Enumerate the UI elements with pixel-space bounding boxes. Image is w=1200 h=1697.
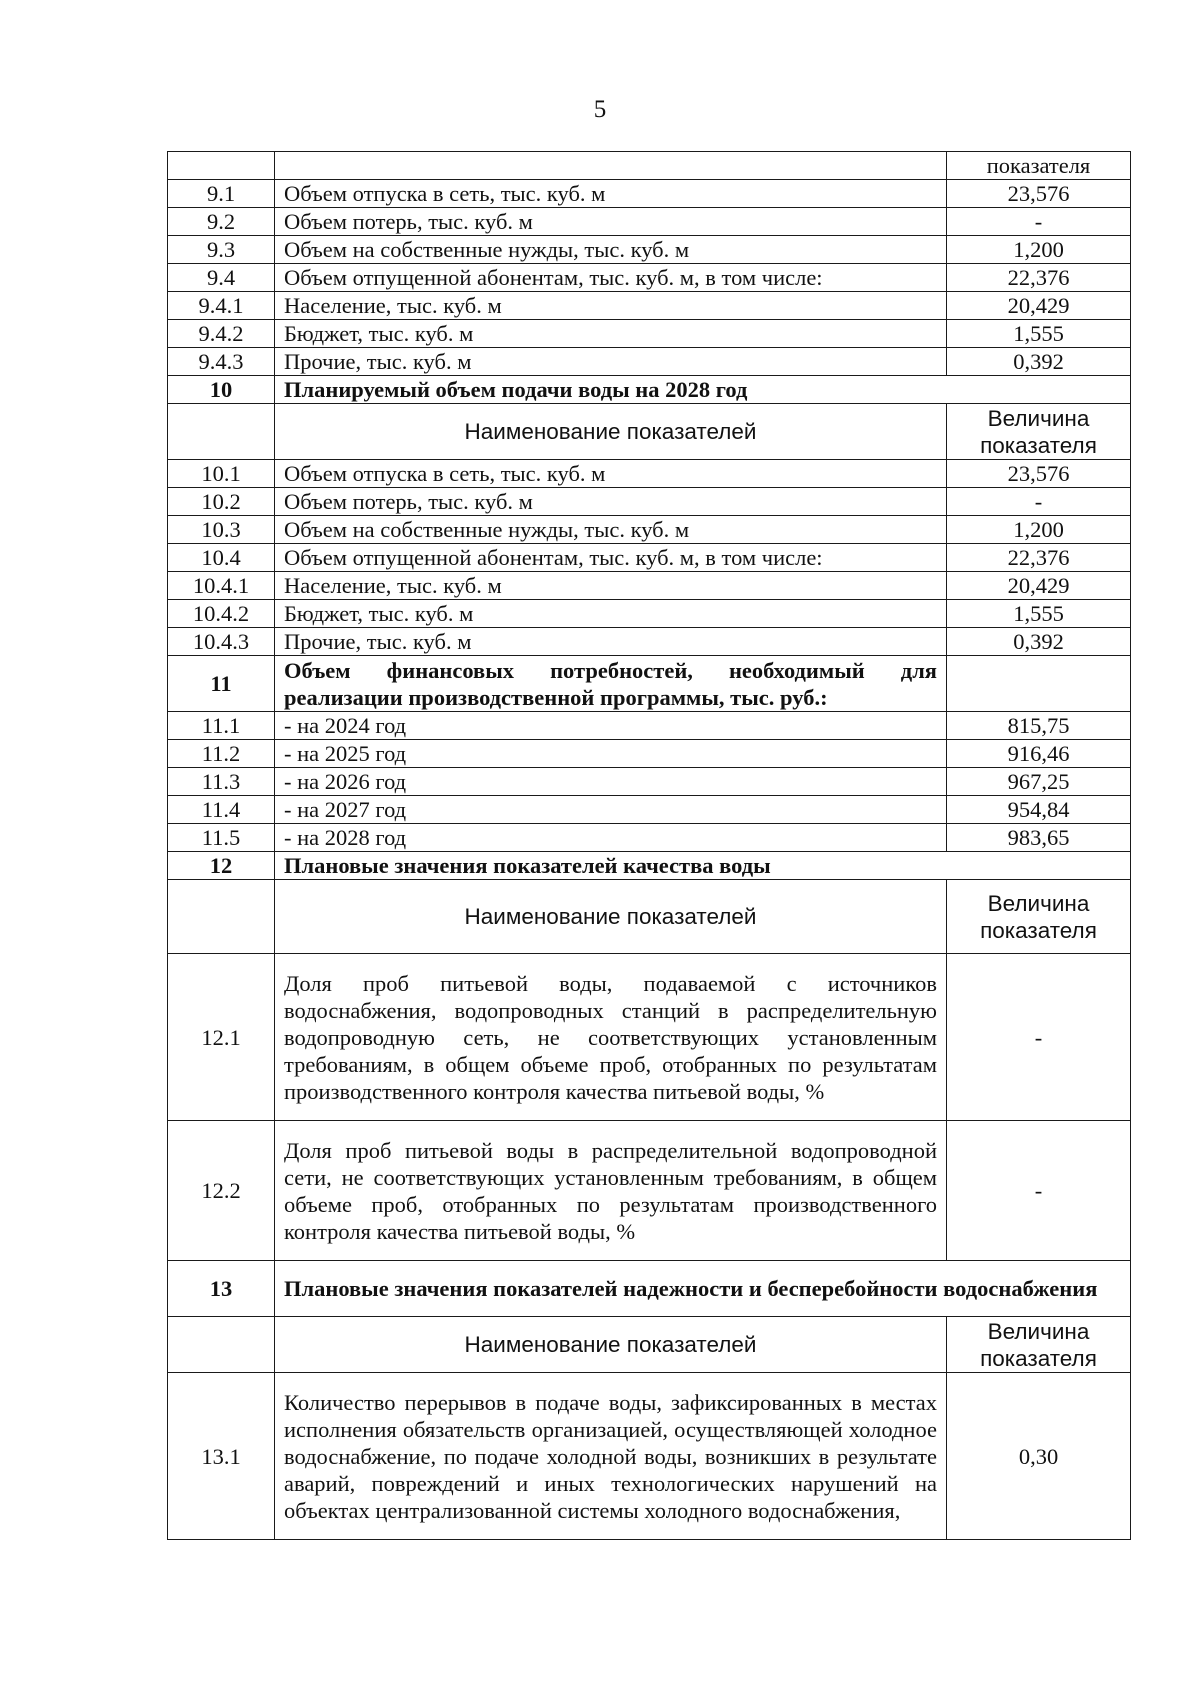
row-name: Объем отпущенной абонентам, тыс. куб. м, в том числе: [275, 544, 947, 572]
row-number: 9.4.3 [168, 348, 275, 376]
row-name: Прочие, тыс. куб. м [275, 348, 947, 376]
column-header-row [168, 404, 1131, 460]
column-header-value-line2: показателя [980, 432, 1097, 458]
row-number: 11.2 [168, 740, 275, 768]
carry-header-row [168, 152, 1131, 180]
row-number: 13.1 [168, 1373, 275, 1540]
column-header-name: Наименование показателей [275, 1317, 947, 1373]
indicators-table [167, 151, 1131, 1540]
row-number: 10.4 [168, 544, 275, 572]
column-header-value [947, 1317, 1131, 1373]
carry-header-name-cell [275, 152, 947, 180]
table-row [168, 740, 1131, 768]
row-name: - на 2025 год [275, 740, 947, 768]
row-value: - [947, 208, 1131, 236]
column-header-num-cell [168, 880, 275, 954]
row-number: 10.3 [168, 516, 275, 544]
row-name: Население, тыс. куб. м [275, 572, 947, 600]
row-number: 10.4.3 [168, 628, 275, 656]
column-header-value-line1: Величина [987, 405, 1090, 431]
row-name: Бюджет, тыс. куб. м [275, 600, 947, 628]
section-number: 13 [168, 1261, 275, 1317]
table-row [168, 180, 1131, 208]
row-number: 9.4.1 [168, 292, 275, 320]
row-value: 815,75 [947, 712, 1131, 740]
row-number: 9.3 [168, 236, 275, 264]
row-value: 0,392 [947, 628, 1131, 656]
table-row [168, 768, 1131, 796]
row-name: - на 2027 год [275, 796, 947, 824]
row-value: 1,200 [947, 516, 1131, 544]
row-name: Доля проб питьевой воды, подаваемой с источников водоснабжения, водопроводных станций в распределительную водопроводную сеть, не соответствующих установленным требованиям, в общем объеме проб, отобранных по результатам производственного контроля качества питьевой воды, % [275, 954, 947, 1121]
column-header-value-line2: показателя [980, 1345, 1097, 1371]
row-value: 23,576 [947, 460, 1131, 488]
section-title: Объем финансовых потребностей, необходимый для реализации производственной программы, тыс. руб.: [275, 656, 947, 712]
row-name: - на 2028 год [275, 824, 947, 852]
row-value: 20,429 [947, 292, 1131, 320]
row-number: 11.5 [168, 824, 275, 852]
page-number: 5 [593, 96, 607, 123]
section-row-10 [168, 376, 1131, 404]
row-name: Количество перерывов в подаче воды, зафиксированных в местах исполнения обязательств организацией, осуществляющей холодное водоснабжение, по подаче холодной воды, возникших в результате аварий, повреждений и иных технологических нарушений на объектах централизованной системы холодного водоснабжения, [275, 1373, 947, 1540]
row-name: Объем отпуска в сеть, тыс. куб. м [275, 460, 947, 488]
table-row [168, 824, 1131, 852]
row-value: 0,392 [947, 348, 1131, 376]
row-name: Объем на собственные нужды, тыс. куб. м [275, 236, 947, 264]
row-number: 11.4 [168, 796, 275, 824]
row-value: 954,84 [947, 796, 1131, 824]
row-number: 9.2 [168, 208, 275, 236]
section-title: Планируемый объем подачи воды на 2028 год [275, 376, 1131, 404]
section-row-12 [168, 852, 1131, 880]
table-row [168, 572, 1131, 600]
row-name: Население, тыс. куб. м [275, 292, 947, 320]
row-number: 10.2 [168, 488, 275, 516]
table-row [168, 320, 1131, 348]
row-value: 23,576 [947, 180, 1131, 208]
row-name: Прочие, тыс. куб. м [275, 628, 947, 656]
row-value: 20,429 [947, 572, 1131, 600]
table-row [168, 264, 1131, 292]
row-value: 967,25 [947, 768, 1131, 796]
carry-header-num-cell [168, 152, 275, 180]
table-row [168, 544, 1131, 572]
table-row [168, 348, 1131, 376]
table-row [168, 796, 1131, 824]
column-header-value [947, 880, 1131, 954]
section-row-11 [168, 656, 1131, 712]
row-value: 1,555 [947, 320, 1131, 348]
row-name: - на 2024 год [275, 712, 947, 740]
column-header-row [168, 880, 1131, 954]
column-header-value-line2: показателя [980, 917, 1097, 943]
row-name: Объем потерь, тыс. куб. м [275, 488, 947, 516]
row-number: 10.4.2 [168, 600, 275, 628]
table-row [168, 712, 1131, 740]
table-row [168, 292, 1131, 320]
row-number: 11.3 [168, 768, 275, 796]
row-number: 12.1 [168, 954, 275, 1121]
carry-header-value: показателя [947, 152, 1131, 180]
row-number: 10.1 [168, 460, 275, 488]
table-row [168, 208, 1131, 236]
row-value: - [947, 488, 1131, 516]
section-title: Плановые значения показателей надежности и бесперебойности водоснабжения [275, 1261, 1131, 1317]
row-value: 983,65 [947, 824, 1131, 852]
row-name: Объем отпуска в сеть, тыс. куб. м [275, 180, 947, 208]
row-value: 0,30 [947, 1373, 1131, 1540]
row-value: 22,376 [947, 264, 1131, 292]
row-number: 9.4.2 [168, 320, 275, 348]
table-row [168, 460, 1131, 488]
table-row [168, 1121, 1131, 1261]
row-name: Доля проб питьевой воды в распределительной водопроводной сети, не соответствующих установленным требованиям, в общем объеме проб, отобранных по результатам производственного контроля качества питьевой воды, % [275, 1121, 947, 1261]
column-header-value [947, 404, 1131, 460]
section-value-cell [947, 656, 1131, 712]
row-name: Бюджет, тыс. куб. м [275, 320, 947, 348]
section-number: 11 [168, 656, 275, 712]
row-value: 916,46 [947, 740, 1131, 768]
column-header-num-cell [168, 1317, 275, 1373]
section-number: 12 [168, 852, 275, 880]
table-row [168, 488, 1131, 516]
column-header-value-line1: Величина [987, 1318, 1090, 1344]
section-number: 10 [168, 376, 275, 404]
table-row [168, 236, 1131, 264]
row-name: Объем потерь, тыс. куб. м [275, 208, 947, 236]
table-row [168, 1373, 1131, 1540]
row-name: Объем на собственные нужды, тыс. куб. м [275, 516, 947, 544]
row-value: - [947, 1121, 1131, 1261]
section-title: Плановые значения показателей качества воды [275, 852, 1131, 880]
row-number: 11.1 [168, 712, 275, 740]
table-row [168, 954, 1131, 1121]
row-number: 9.4 [168, 264, 275, 292]
row-number: 12.2 [168, 1121, 275, 1261]
row-value: - [947, 954, 1131, 1121]
row-value: 22,376 [947, 544, 1131, 572]
column-header-name: Наименование показателей [275, 404, 947, 460]
column-header-name: Наименование показателей [275, 880, 947, 954]
row-number: 9.1 [168, 180, 275, 208]
row-value: 1,200 [947, 236, 1131, 264]
row-name: - на 2026 год [275, 768, 947, 796]
row-name: Объем отпущенной абонентам, тыс. куб. м, в том числе: [275, 264, 947, 292]
table-row [168, 628, 1131, 656]
column-header-row [168, 1317, 1131, 1373]
row-number: 10.4.1 [168, 572, 275, 600]
table-row [168, 516, 1131, 544]
column-header-value-line1: Величина [987, 890, 1090, 916]
row-value: 1,555 [947, 600, 1131, 628]
column-header-num-cell [168, 404, 275, 460]
section-row-13 [168, 1261, 1131, 1317]
table-row [168, 600, 1131, 628]
